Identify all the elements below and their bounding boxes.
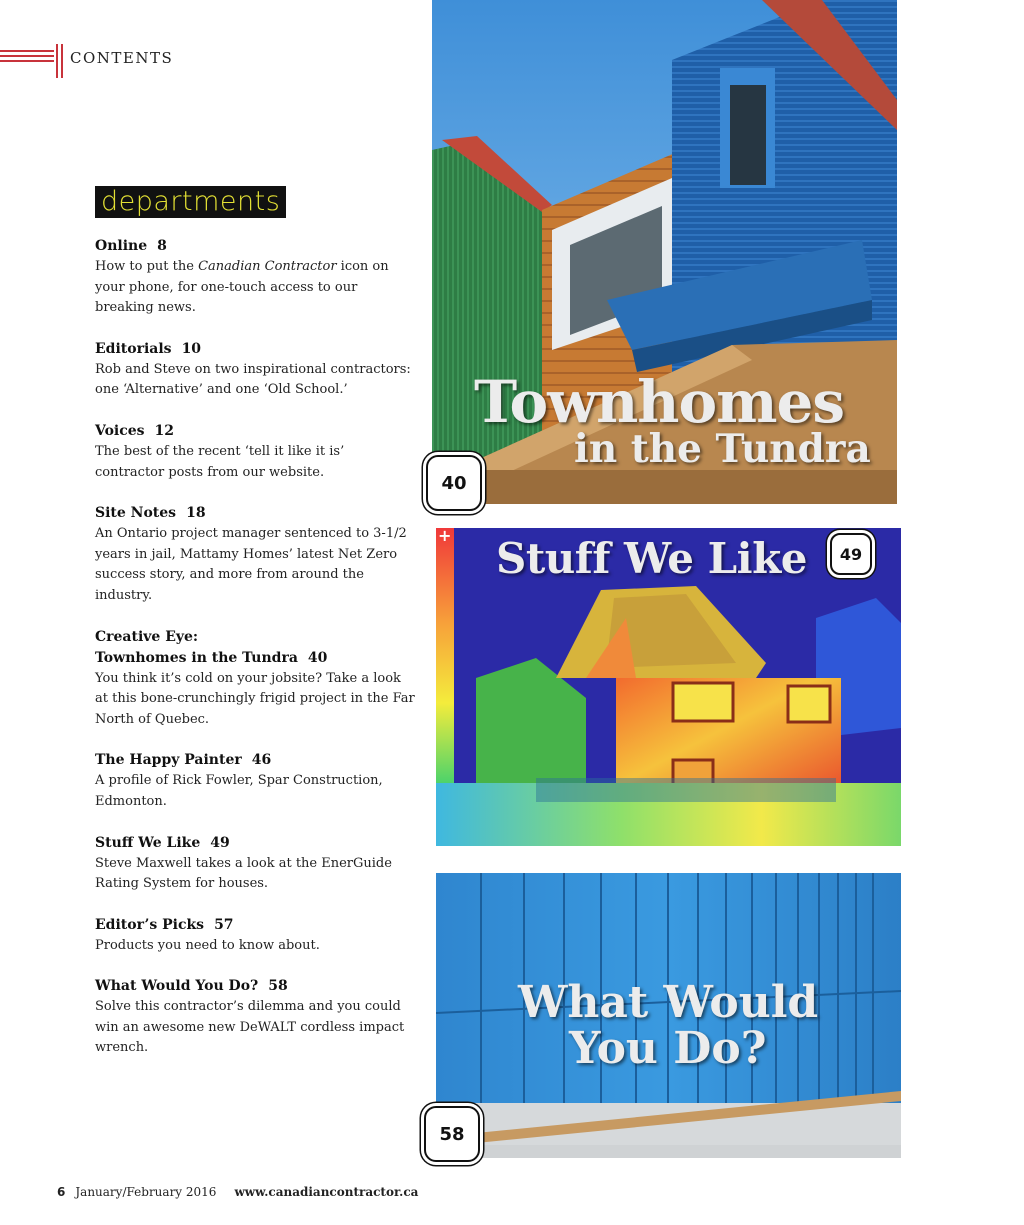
toc-item-title: What Would You Do? 58 — [95, 978, 288, 995]
toc-page-number: 18 — [186, 505, 206, 522]
toc-item-desc: A profile of Rick Fowler, Spar Construction, Edmonton. — [95, 773, 383, 809]
header-divider — [61, 44, 63, 78]
toc-item-online[interactable] — [95, 236, 415, 319]
toc-item-title: Editor’s Picks 57 — [95, 916, 234, 933]
toc-page-number: 49 — [210, 834, 230, 851]
townhomes-feature-image[interactable] — [432, 0, 897, 504]
header-rule-lines — [0, 50, 54, 68]
wwyd-headline-line1: What Would — [518, 977, 819, 1028]
toc-item-title: Editorials 10 — [95, 340, 202, 357]
what-would-you-do-feature-image[interactable] — [436, 873, 901, 1158]
toc-item-stuff-we-like[interactable] — [95, 833, 415, 895]
stuff-we-like-headline: Stuff We Like — [496, 534, 807, 583]
toc-page-number: 57 — [214, 916, 234, 933]
toc-item-title: Townhomes in the Tundra 40 — [95, 649, 328, 666]
toc-item-desc: The best of the recent ‘tell it like it is’ contractor posts from our website. — [95, 443, 345, 480]
toc-item-desc: Products you need to know about. — [95, 937, 320, 953]
page-footer — [57, 1185, 418, 1199]
toc-item-title: Online 8 — [95, 238, 167, 254]
toc-item-title: The Happy Painter 46 — [95, 752, 272, 769]
toc-item-happy-painter[interactable] — [95, 750, 415, 812]
footer-url[interactable]: www.canadiancontractor.ca — [234, 1185, 419, 1199]
toc-item-desc: Solve this contractor’s dilemma and you could win an awesome new DeWALT cordless impact wrench. — [95, 999, 405, 1056]
toc-item-title: Site Notes 18 — [95, 505, 206, 522]
table-of-contents — [95, 236, 415, 1079]
stuff-we-like-feature-image[interactable] — [436, 528, 901, 846]
toc-item-title: Voices 12 — [95, 422, 175, 439]
toc-page-number: 40 — [307, 649, 328, 666]
toc-item-voices[interactable] — [95, 421, 415, 483]
header-divider — [56, 44, 58, 78]
toc-item-title: Stuff We Like 49 — [95, 834, 230, 851]
toc-item-desc: How to put the Canadian Contractor icon on your phone, for one-touch access to our breaking news. — [95, 259, 389, 316]
page-badge-58[interactable]: 58 — [424, 1106, 480, 1162]
footer-issue: January/February 2016 — [75, 1185, 217, 1199]
toc-page-number: 58 — [268, 978, 288, 995]
footer-page-number: 6 — [57, 1185, 66, 1199]
toc-item-editorials[interactable] — [95, 339, 415, 401]
toc-page-number: 12 — [154, 422, 175, 439]
toc-item-editors-picks[interactable] — [95, 915, 415, 957]
toc-page-number: 8 — [157, 238, 167, 254]
toc-item-desc: An Ontario project manager sentenced to 3-1/2 years in jail, Mattamy Homes’ latest Net Zero success story, and more from around the industry. — [95, 526, 407, 603]
toc-item-creative-eye[interactable] — [95, 627, 415, 731]
toc-item-desc: You think it’s cold on your jobsite? Take a look at this bone-crunchingly frigid project in the Far North of Quebec. — [95, 670, 415, 727]
toc-item-desc: Rob and Steve on two inspirational contractors: one ‘Alternative’ and one ‘Old School.’ — [95, 361, 411, 398]
toc-item-what-would-you-do[interactable] — [95, 976, 415, 1059]
toc-item-kicker: Creative Eye: — [95, 628, 199, 645]
wwyd-headline-line2: You Do? — [569, 1023, 767, 1074]
toc-item-site-notes[interactable] — [95, 503, 415, 606]
townhomes-headline-line2: in the Tundra — [574, 426, 871, 472]
page-badge-40[interactable]: 40 — [426, 455, 482, 511]
departments-label: departments — [101, 186, 281, 217]
toc-page-number: 46 — [251, 752, 272, 769]
plus-icon: + — [438, 528, 452, 545]
departments-heading — [95, 186, 286, 218]
townhomes-headline-line1: Townhomes — [474, 368, 845, 436]
section-label: CONTENTS — [70, 49, 174, 67]
toc-item-desc: Steve Maxwell takes a look at the EnerGuide Rating System for houses. — [95, 855, 392, 892]
page-badge-49[interactable]: 49 — [830, 533, 872, 575]
toc-page-number: 10 — [181, 340, 202, 357]
